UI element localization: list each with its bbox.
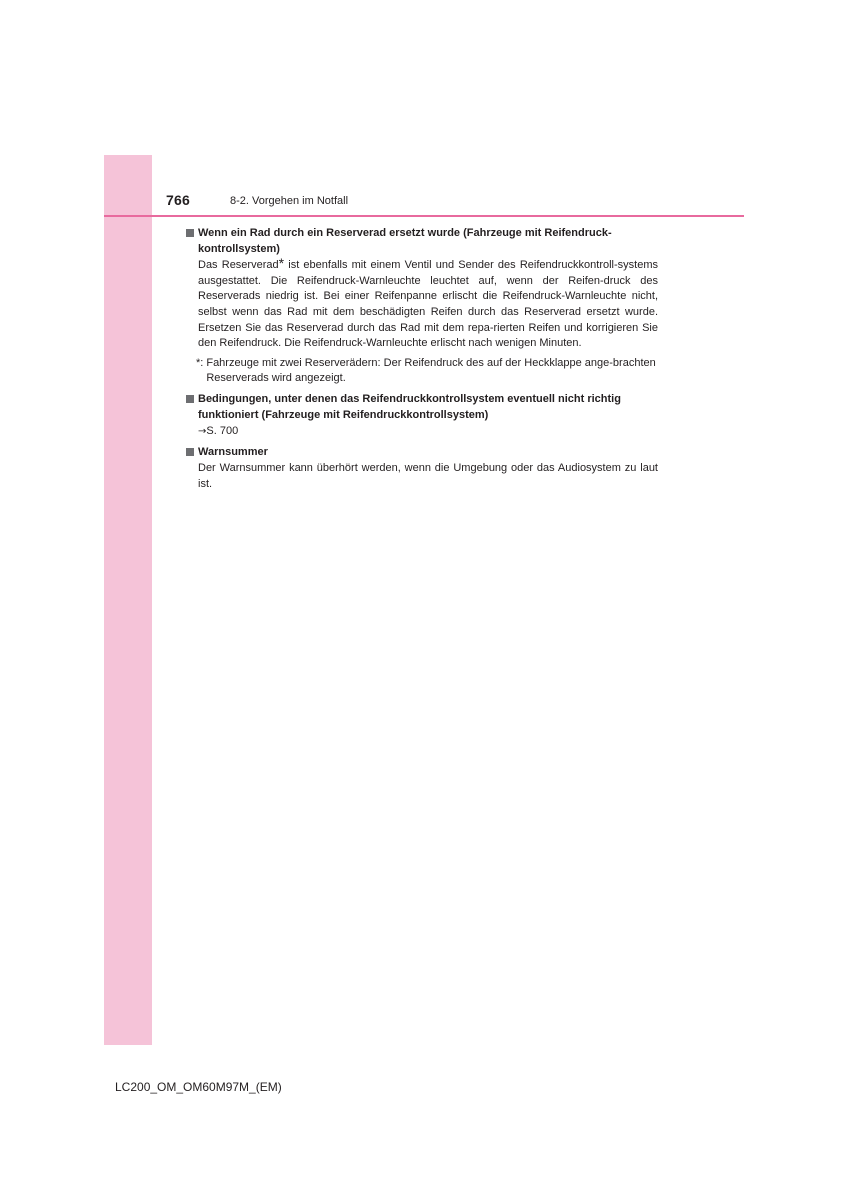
item-body bbox=[186, 255, 658, 352]
square-bullet-icon bbox=[186, 448, 194, 456]
content-item-conditions bbox=[186, 392, 658, 440]
square-bullet-icon bbox=[186, 395, 194, 403]
footnote bbox=[186, 356, 658, 387]
body-text-post: ist ebenfalls mit einem Ventil und Sender des Reifendruckkontroll-systems ausgestattet. Die Reifendruck-Warnleuchte leuchtet auf, wenn der Reifen-druck des Reserverads niedrig ist. Bei einer Reifenpanne erlischt die Reifendruck-Warnleuchte nicht, selbst wenn das Rad mit dem beschädigten Reifen durch das Reserverad ersetzt wurde. Ersetzen Sie das Reserverad durch das Rad mit dem repa-rierten Reifen und korrigieren Sie den Reifendruck. Die Reifendruck-Warnleuchte erlischt nach wenigen Minuten. bbox=[198, 259, 658, 350]
content-item-buzzer bbox=[186, 445, 658, 493]
item-heading bbox=[186, 392, 658, 423]
body-text-pre: Das Reserverad bbox=[198, 259, 279, 272]
header-divider bbox=[104, 215, 744, 217]
chapter-side-tab bbox=[104, 155, 152, 1045]
item-heading bbox=[186, 226, 658, 257]
footnote-star-marker: * bbox=[278, 255, 285, 272]
content-item-spare-wheel bbox=[186, 226, 658, 387]
item-paragraph bbox=[198, 255, 658, 352]
item-title: Warnsummer bbox=[198, 445, 268, 458]
item-title: Wenn ein Rad durch ein Reserverad ersetzt wurde (Fahrzeuge mit Reifendruck-kontrollsystem) bbox=[198, 227, 612, 255]
square-bullet-icon bbox=[186, 229, 194, 237]
section-title: 8-2. Vorgehen im Notfall bbox=[230, 195, 349, 207]
page-number: 766 bbox=[166, 192, 190, 208]
item-body bbox=[186, 461, 658, 492]
footnote-mark: *: bbox=[196, 356, 204, 369]
page-content bbox=[186, 226, 658, 498]
item-title: Bedingungen, unter denen das Reifendruckkontrollsystem eventuell nicht richtig funktioniert (Fahrzeuge mit Reifendruckkontrollsystem) bbox=[198, 392, 621, 421]
page-reference[interactable] bbox=[186, 424, 658, 440]
footnote-text: Fahrzeuge mit zwei Reserverädern: Der Reifendruck des auf der Heckklappe ange-brachten Reserverads wird angezeigt. bbox=[206, 356, 656, 385]
document-code: LC200_OM_OM60M97M_(EM) bbox=[115, 1080, 282, 1094]
arrow-right-icon: → bbox=[198, 426, 207, 438]
page-reference-text: S. 700 bbox=[206, 425, 239, 438]
item-paragraph: Der Warnsummer kann überhört werden, wenn die Umgebung oder das Audiosystem zu laut ist. bbox=[198, 462, 658, 490]
item-heading bbox=[186, 445, 658, 461]
